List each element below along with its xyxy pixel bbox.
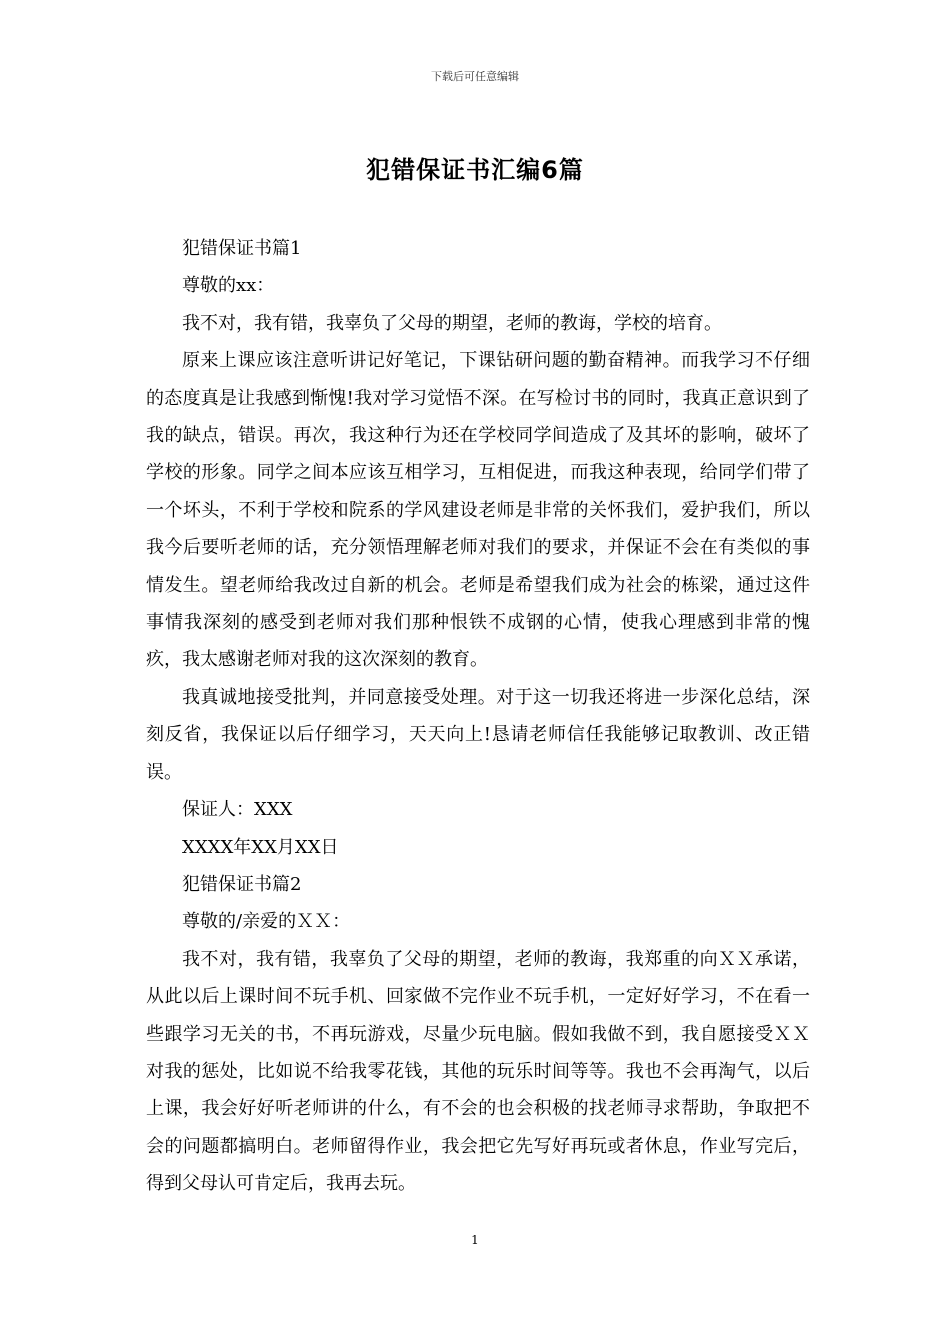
document-body (146, 230, 810, 1203)
body-paragraph: 我不对，我有错，我辜负了父母的期望，老师的教诲，学校的培育。 (182, 312, 722, 334)
salutation: 尊敬的xx： (182, 275, 275, 297)
section-heading: 犯错保证书篇1 (182, 238, 302, 259)
page-number: 1 (471, 1233, 479, 1247)
salutation: 尊敬的/亲爱的ＸＸ： (182, 911, 351, 933)
date-line: XXXX年XX月XX日 (182, 836, 339, 858)
document-title: 犯错保证书汇编6篇 (366, 156, 584, 184)
section-heading: 犯错保证书篇2 (182, 873, 302, 895)
body-paragraph: 原来上课应该注意听讲记好笔记，下课钻研问题的勤奋精神。而我学习不仔细的态度真是让我感到惭愧!我对学习觉悟不深。在写检讨书的同时，我真正意识到了我的缺点，错误。再次，我这种行为还在学校同学间造成了及其坏的影响，破坏了学校的形象。同学之间本应该互相学习，互相促进，而我这种表现，给同学们带了一个坏头，不利于学校和院系的学风建设老师是非常的关怀我们，爱护我们，所以我今后要听老师的话，充分领悟理解老师对我们的要求，并保证不会在有类似的事情发生。望老师给我改过自新的机会。老师是希望我们成为社会的栋梁，通过这件事情我深刻的感受到老师对我们那种恨铁不成钢的心情，使我心理感到非常的愧疚，我太感谢老师对我的这次深刻的教育。 (146, 350, 810, 671)
signature-line: 保证人：XXX (182, 799, 293, 821)
page-header-note: 下载后可任意编辑 (431, 70, 519, 83)
body-paragraph: 我真诚地接受批判，并同意接受处理。对于这一切我还将进一步深化总结，深刻反省，我保证以后仔细学习，天天向上!恳请老师信任我能够记取教训、改正错误。 (146, 686, 810, 783)
body-paragraph: 我不对，我有错，我辜负了父母的期望，老师的教诲，我郑重的向ＸＸ承诺，从此以后上课时间不玩手机、回家做不完作业不玩手机，一定好好学习，不在看一些跟学习无关的书，不再玩游戏，尽量少玩电脑。假如我做不到，我自愿接受ＸＸ对我的惩处，比如说不给我零花钱，其他的玩乐时间等等。我也不会再淘气，以后上课，我会好好听老师讲的什么，有不会的也会积极的找老师寻求帮助，争取把不会的问题都搞明白。老师留得作业，我会把它先写好再玩或者休息，作业写完后，得到父母认可肯定后，我再去玩。 (146, 948, 810, 1195)
